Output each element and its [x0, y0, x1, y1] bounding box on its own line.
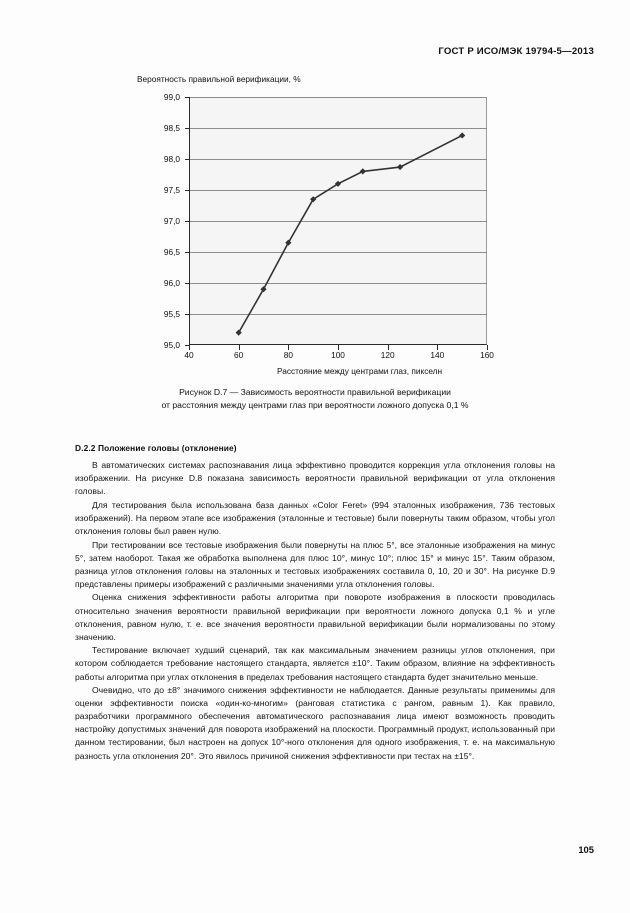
chart-data-point: [260, 286, 266, 292]
paragraph: Для тестирования была использована база данных «Color Feret» (994 эталонных изображения, 736 тестовых изображений). На первом этапе все изображения (эталонные и тестовые) были повернуты таким образом, чтобы угол отклонения головы был равен нулю.: [75, 499, 555, 536]
page-header-standard-number: ГОСТ Р ИСО/МЭК 19794-5—2013: [438, 46, 594, 57]
figure-caption-line-2: от расстояния между центрами глаз при вероятности ложного допуска 0,1 %: [161, 400, 469, 410]
figure-caption-line-1: Рисунок D.7 — Зависимость вероятности правильной верификации: [179, 387, 451, 397]
chart-y-tick-label: 98,5: [163, 123, 180, 133]
paragraph: В автоматических системах распознавания лица эффективно проводится коррекция угла отклонения головы на изображении. На рисунке D.8 показана зависимость вероятности правильной верификации от угла отклонения головы.: [75, 460, 555, 497]
chart-plot-area: [0, 94, 630, 394]
chart-y-tick-label: 96,5: [163, 247, 180, 257]
chart-data-point: [236, 330, 242, 336]
chart-y-tick-label: 97,0: [163, 216, 180, 226]
chart-data-point: [459, 132, 465, 138]
page-number: 105: [578, 844, 594, 855]
figure-caption: [0, 386, 630, 412]
chart-y-axis-title: Вероятность правильной верификации, %: [137, 74, 301, 84]
chart-x-tick-label: 80: [283, 350, 293, 360]
chart-x-axis-title: Расстояние между центрами глаз, пикселн: [277, 366, 443, 376]
chart-line-path: [239, 135, 463, 332]
chart-y-tick-label: 95,0: [163, 340, 180, 350]
chart-data-point: [397, 164, 403, 170]
chart-series-line: [189, 97, 487, 345]
chart-x-tick-label: 60: [234, 350, 244, 360]
chart-y-tick-label: 98,0: [163, 154, 180, 164]
chart-y-tick-label: 96,0: [163, 278, 180, 288]
chart-y-tick-label: 99,0: [163, 92, 180, 102]
chart-x-tick-label: 140: [430, 350, 445, 360]
body-text: [75, 443, 555, 763]
chart-x-tick-label: 40: [184, 350, 194, 360]
chart-x-tick-label: 100: [331, 350, 345, 360]
paragraph: Тестирование включает худший сценарий, так как максимальным значением разницы углов отклонения, при котором соблюдается требование настоящего стандарта, является ±10°. Таким образом, влияние на эффективность работы алгоритма при углах отклонения в пределах требования настоящего стандарта будет значительно меньше.: [75, 645, 555, 682]
chart-x-tick-label: 160: [480, 350, 494, 360]
chart-y-tick-label: 97,5: [163, 185, 180, 195]
section-heading: D.2.2 Положение головы (отклонение): [75, 443, 237, 453]
chart-x-tick-label: 120: [380, 350, 395, 360]
paragraph: При тестировании все тестовые изображения были повернуты на плюс 5°, все эталонные изображения на минус 5°, затем наоборот. Такая же обработка выполнена для плюс 10°, минус 10°; плюс 15° и минус 15°. Таким образом, разница углов отклонения головы на эталонных и тестовых изображениях составила 0, 10, 20 и 30°. На рисунке D.9 представлены примеры изображений с различными значениями угла отклонения головы.: [75, 539, 555, 589]
chart-data-point: [285, 240, 291, 246]
paragraph: Оценка снижения эффективности работы алгоритма при повороте изображения в плоскости проводилась относительно значения вероятности правильной верификации при вероятности ложного допуска 0,1 % и угле отклонения, равном нулю, т. е. все значения вероятности правильной верификации были нормализованы по этому значению.: [75, 592, 555, 642]
chart-y-tick-label: 95,5: [163, 309, 180, 319]
chart-data-point: [360, 168, 366, 174]
paragraph: Очевидно, что до ±8° значимого снижения эффективности не наблюдается. Данные результаты применимы для оценки эффективности поиска «один-ко-многим» (ранговая статистика с рангом, равным 1). Как правило, разработчики программного обеспечения автоматического распознавания лица имеют возможность проводить настройку допустимых значений для поворота изображений на плоскости. Программный продукт, использованный при данном тестировании, был настроен на допуск 10°-ного отклонения для одного изображения, т. е. на максимальную разность угла отклонения 20°. Это явилось причиной снижения эффективности при тестах на ±15°.: [75, 685, 555, 761]
